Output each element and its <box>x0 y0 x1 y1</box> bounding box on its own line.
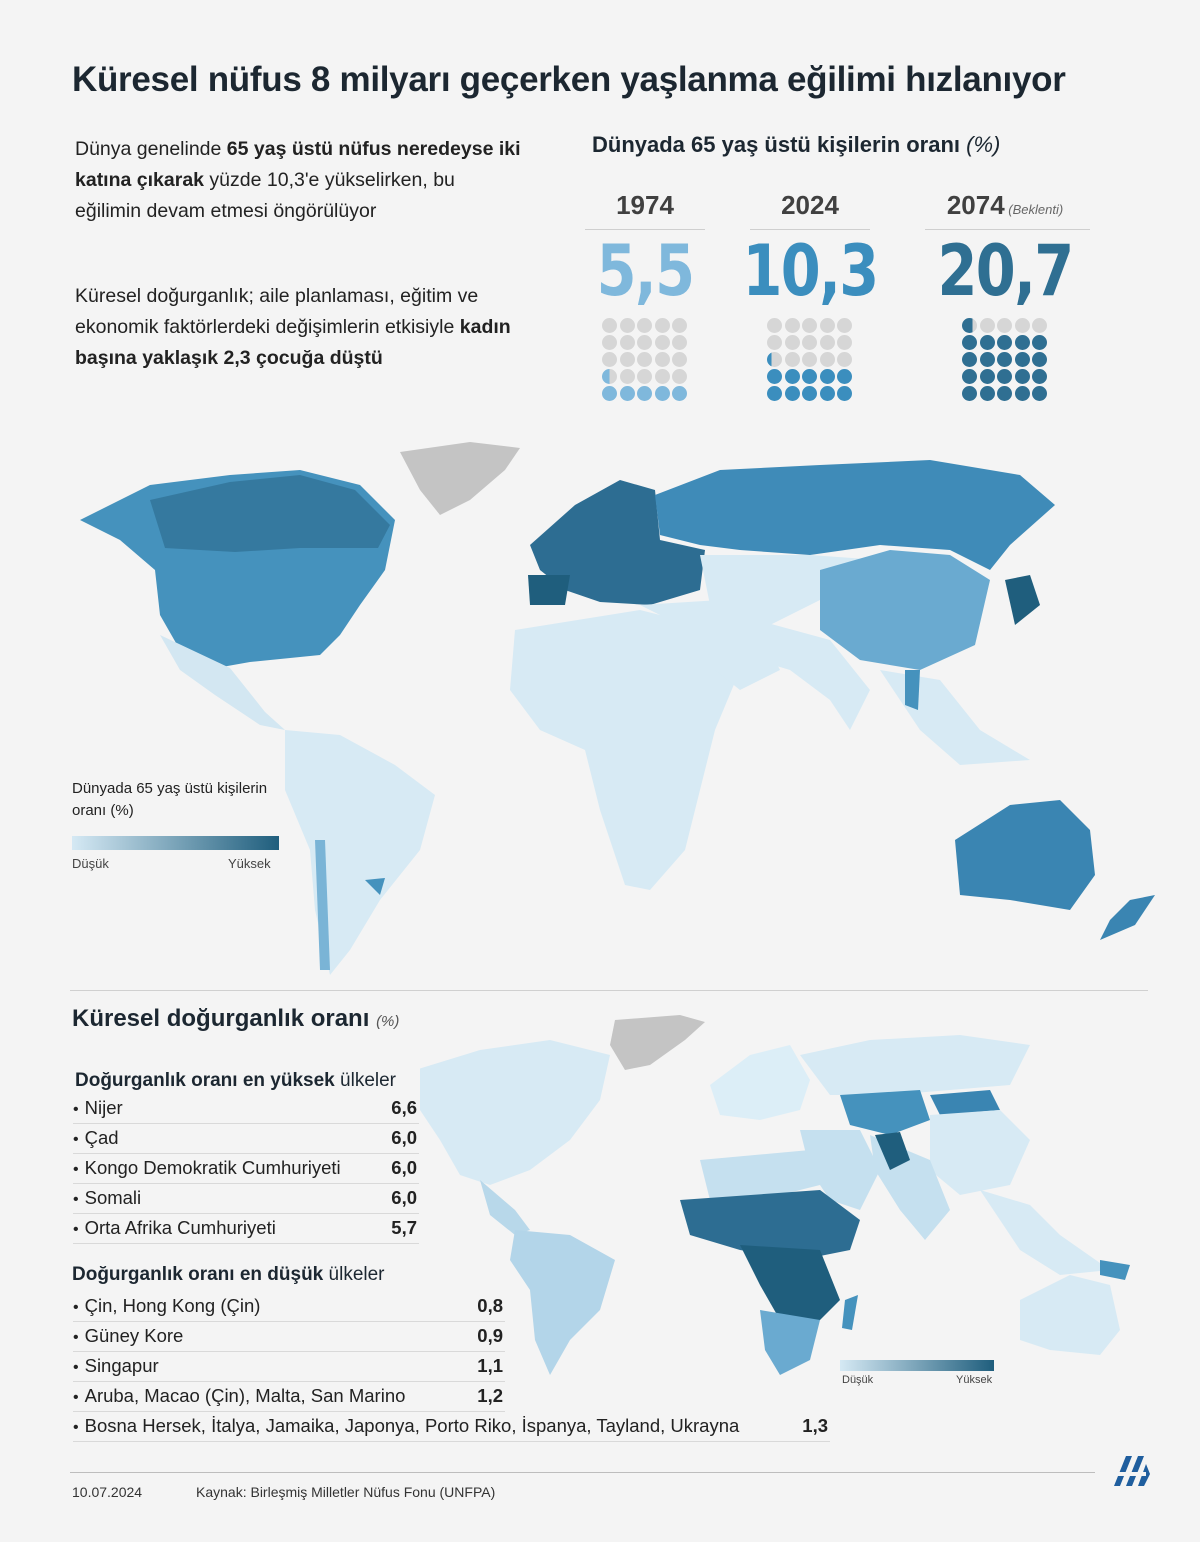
chart-dot <box>767 352 782 367</box>
map-australia <box>1020 1275 1120 1355</box>
chart-value-label: 10,3 <box>742 230 878 312</box>
section-divider <box>70 990 1148 991</box>
map-china <box>930 1110 1030 1195</box>
chart-dot <box>1032 386 1047 401</box>
list-item <box>73 1411 830 1442</box>
list-item-label: • Singapur <box>73 1355 159 1376</box>
map-russia <box>655 460 1055 570</box>
chart-dot <box>997 335 1012 350</box>
chart-year-label <box>560 190 730 221</box>
intro-text: yüzde 10,3'e yükselirken, bu eğilimin devam etmesi öngörülüyor <box>75 169 455 222</box>
list-item <box>73 1213 419 1244</box>
chart-year-label <box>920 190 1090 221</box>
legend-bar-fertility <box>840 1360 994 1371</box>
year-note: (Beklenti) <box>1004 202 1064 217</box>
chart-dot <box>802 369 817 384</box>
chart-dot <box>1015 335 1030 350</box>
chart-dot <box>655 386 670 401</box>
list-item-label: • Çad <box>73 1127 119 1148</box>
map-south-america <box>510 1230 615 1375</box>
list-item-value: 1,1 <box>477 1355 503 1376</box>
chart-dot <box>1015 386 1030 401</box>
map-iberia <box>528 575 570 605</box>
chart-value-label: 20,7 <box>937 230 1073 312</box>
list-item <box>73 1351 505 1382</box>
chart-dot <box>997 386 1012 401</box>
map-se-asia <box>880 670 1030 765</box>
list-item-value: 0,9 <box>477 1325 503 1346</box>
highest-heading-normal: ülkeler <box>334 1070 396 1091</box>
chart-dot <box>620 369 635 384</box>
chart-dot <box>962 335 977 350</box>
chart-dot <box>655 352 670 367</box>
map-china <box>820 550 990 670</box>
map-madagascar <box>842 1295 858 1330</box>
intro-text: Dünya genelinde <box>75 138 227 160</box>
map-greenland <box>400 442 520 515</box>
chart-dot <box>767 386 782 401</box>
chart-dot <box>637 352 652 367</box>
map2-legend-low: Düşük <box>842 1374 874 1386</box>
chart-dot <box>602 335 617 350</box>
dot-grid <box>602 318 692 401</box>
chart-dot <box>785 369 800 384</box>
chart-dot <box>602 369 617 384</box>
chart-dot <box>820 369 835 384</box>
list-item <box>73 1093 419 1124</box>
chart-dot <box>655 369 670 384</box>
dot-grid <box>962 318 1052 401</box>
page-title: Küresel nüfus 8 milyarı geçerken yaşlanma eğilimi hızlanıyor <box>72 60 1066 99</box>
map-greenland <box>610 1015 705 1070</box>
list-item-value: 6,0 <box>391 1187 417 1208</box>
chart-dot <box>802 318 817 333</box>
chart-title <box>592 132 1000 158</box>
map-australia <box>955 800 1095 910</box>
chart-dot <box>820 386 835 401</box>
list-item-label: • Çin, Hong Kong (Çin) <box>73 1295 260 1316</box>
chart-title-text: Dünyada 65 yaş üstü kişilerin oranı <box>592 132 961 157</box>
chart-dot <box>997 318 1012 333</box>
chart-dot <box>962 352 977 367</box>
chart-dot <box>997 352 1012 367</box>
chart-dot <box>767 335 782 350</box>
intro-emphasis: 65 yaş üstü nüfus neredeyse iki katına çıkarak <box>75 138 521 191</box>
list-item <box>73 1183 419 1214</box>
map-europe <box>710 1045 810 1120</box>
map-new-zealand <box>1100 895 1155 940</box>
chart-dot <box>802 386 817 401</box>
aa-logo <box>1110 1450 1154 1490</box>
intro-paragraph-2 <box>75 281 525 374</box>
chart-dot <box>1015 318 1030 333</box>
year-text: 2074 <box>946 190 1005 220</box>
list-item-label: • Bosna Hersek, İtalya, Jamaika, Japonya, Porto Riko, İspanya, Tayland, Ukrayna <box>73 1415 739 1436</box>
chart-dot <box>602 386 617 401</box>
chart-dot <box>1032 369 1047 384</box>
fertility-title <box>72 1005 399 1033</box>
chart-dot <box>785 335 800 350</box>
chart-dot <box>767 369 782 384</box>
highest-heading-bold: Doğurganlık oranı en yüksek <box>75 1070 335 1091</box>
chart-dot <box>1032 335 1047 350</box>
intro-paragraph-1 <box>75 134 525 227</box>
chart-dot <box>837 335 852 350</box>
chart-dot <box>672 335 687 350</box>
map-png <box>1100 1260 1130 1280</box>
highest-list-heading <box>75 1070 396 1092</box>
list-item-value: 6,6 <box>391 1097 417 1118</box>
list-item-label: • Nijer <box>73 1097 123 1118</box>
chart-dot <box>655 335 670 350</box>
list-item-value: 6,0 <box>391 1127 417 1148</box>
chart-dot <box>837 369 852 384</box>
year-text: 1974 <box>616 190 674 220</box>
chart-dot <box>637 386 652 401</box>
world-map-fertility <box>420 1010 1140 1390</box>
map1-legend-title: Dünyada 65 yaş üstü kişilerin oranı (%) <box>72 780 268 819</box>
chart-dot <box>820 335 835 350</box>
map1-legend-high: Yüksek <box>228 856 271 871</box>
chart-dot <box>637 369 652 384</box>
chart-dot <box>785 352 800 367</box>
chart-dot <box>837 386 852 401</box>
year-text: 2024 <box>781 190 839 220</box>
chart-dot <box>655 318 670 333</box>
chart-year-label <box>725 190 895 221</box>
dot-grid <box>767 318 857 401</box>
lowest-heading-normal: ülkeler <box>323 1264 385 1285</box>
chart-dot <box>962 369 977 384</box>
map2-legend-high: Yüksek <box>956 1374 993 1386</box>
chart-dot <box>997 369 1012 384</box>
chart-dot <box>602 352 617 367</box>
map-central-america <box>480 1180 530 1235</box>
list-item-label: • Güney Kore <box>73 1325 183 1346</box>
footer-source: Kaynak: Birleşmiş Milletler Nüfus Fonu (UNFPA) <box>196 1484 496 1500</box>
chart-dot <box>672 318 687 333</box>
world-map-aging <box>0 430 1200 990</box>
list-item <box>73 1123 419 1154</box>
chart-dot <box>820 318 835 333</box>
list-item-value: 0,8 <box>477 1295 503 1316</box>
chart-dot <box>637 335 652 350</box>
chart-dot <box>1015 369 1030 384</box>
chart-dot <box>620 386 635 401</box>
chart-dot <box>980 369 995 384</box>
chart-dot <box>962 386 977 401</box>
map-central-asia <box>840 1090 930 1135</box>
list-item <box>73 1381 505 1412</box>
chart-dot <box>802 335 817 350</box>
chart-dot <box>767 318 782 333</box>
chart-dot <box>980 335 995 350</box>
legend-bar-aging <box>72 836 279 850</box>
list-item-value: 5,7 <box>391 1217 417 1238</box>
intro-text: Küresel doğurganlık; aile planlaması, eğitim ve ekonomik faktörlerdeki değişimlerin etkisiyle <box>75 285 479 338</box>
map-russia <box>800 1035 1030 1095</box>
footer-divider <box>70 1472 1095 1473</box>
chart-dot <box>637 318 652 333</box>
chart-dot <box>837 352 852 367</box>
list-item-label: • Somali <box>73 1187 141 1208</box>
map-south-america <box>285 730 435 975</box>
chart-dot <box>1015 352 1030 367</box>
chart-dot <box>962 318 977 333</box>
chart-dot <box>672 386 687 401</box>
chart-dot <box>620 335 635 350</box>
map1-legend-low: Düşük <box>72 856 109 871</box>
list-item <box>73 1291 505 1322</box>
list-item <box>73 1321 505 1352</box>
map-se-asia <box>980 1190 1110 1275</box>
lowest-heading-bold: Doğurganlık oranı en düşük <box>72 1264 324 1285</box>
list-item-label: • Aruba, Macao (Çin), Malta, San Marino <box>73 1385 405 1406</box>
map-thailand <box>905 670 920 710</box>
list-item-value: 1,2 <box>477 1385 503 1406</box>
chart-dot <box>837 318 852 333</box>
chart-dot <box>672 352 687 367</box>
map-north-america <box>420 1040 610 1185</box>
list-item-value: 6,0 <box>391 1157 417 1178</box>
list-item-label: • Orta Afrika Cumhuriyeti <box>73 1217 276 1238</box>
footer-date: 10.07.2024 <box>72 1484 143 1500</box>
chart-dot <box>785 386 800 401</box>
chart-dot <box>980 318 995 333</box>
fertility-title-text: Küresel doğurganlık oranı <box>72 1005 370 1032</box>
chart-dot <box>620 318 635 333</box>
chart-dot <box>602 318 617 333</box>
list-item <box>73 1153 419 1184</box>
chart-dot <box>820 352 835 367</box>
intro-emphasis: kadın başına yaklaşık 2,3 çocuğa düştü <box>75 316 511 369</box>
chart-dot <box>1032 352 1047 367</box>
chart-dot <box>802 352 817 367</box>
chart-dot <box>785 318 800 333</box>
chart-title-unit: (%) <box>966 132 1001 157</box>
map-southern-africa <box>760 1310 820 1375</box>
chart-dot <box>980 352 995 367</box>
chart-dot <box>1032 318 1047 333</box>
map-japan <box>1005 575 1040 625</box>
chart-dot <box>672 369 687 384</box>
lowest-list-heading <box>72 1264 385 1286</box>
chart-value-label: 5,5 <box>596 230 694 312</box>
chart-dot <box>620 352 635 367</box>
fertility-title-unit: (%) <box>376 1013 400 1030</box>
list-item-label: • Kongo Demokratik Cumhuriyeti <box>73 1157 341 1178</box>
chart-dot <box>980 386 995 401</box>
list-item-value: 1,3 <box>802 1415 828 1436</box>
